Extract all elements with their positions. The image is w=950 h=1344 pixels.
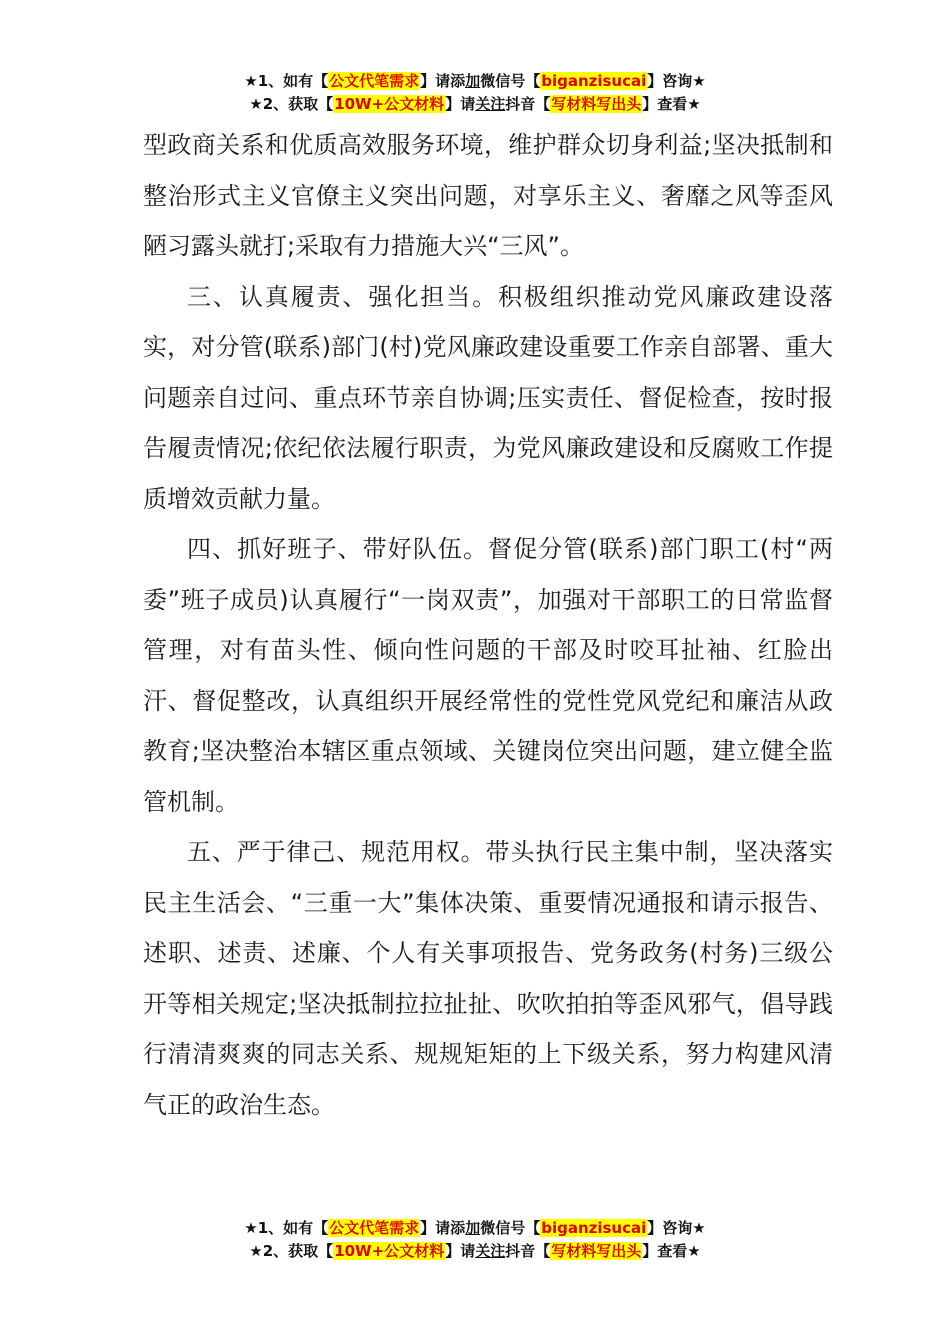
banner-text: 】查看★ xyxy=(642,95,701,113)
banner-text: 】查看★ xyxy=(642,1242,701,1260)
footer-banner xyxy=(0,1217,950,1263)
paragraph-section-5: 五、严于律己、规范用权。带头执行民主集中制，坚决落实民主生活会、“三重一大”集体决策、重要情况通报和请示报告、述职、述责、述廉、个人有关事项报告、党务政务(村务)三级公开等相关规定;坚决抵制拉拉扯扯、吹吹拍拍等歪风邪气，倡导践行清清爽爽的同志关系、规规矩矩的上下级关系，努力构建风清气正的政治生态。 xyxy=(143,838,833,1119)
banner-text: 抖音【 xyxy=(505,95,551,113)
banner-text: 】请添 xyxy=(420,72,466,90)
banner-text: 】咨询★ xyxy=(647,1219,706,1237)
highlight-douyin-account: 写材料写出头 xyxy=(551,95,642,113)
banner-text: 微信号【 xyxy=(480,72,541,90)
highlight-service: 公文代笔需求 xyxy=(329,72,420,90)
banner-text: 抖音【 xyxy=(505,1242,551,1260)
banner-underlined: 关注 xyxy=(475,95,506,113)
banner-text: ★2、获取【 xyxy=(249,1242,334,1260)
banner-text: ★1、如有【 xyxy=(244,72,329,90)
document-body xyxy=(143,120,833,1130)
highlight-service: 公文代笔需求 xyxy=(329,1219,420,1237)
highlight-wechat-id: biganzisucai xyxy=(541,1219,647,1237)
banner-line-1 xyxy=(0,1217,950,1240)
highlight-materials: 10W+公文材料 xyxy=(334,95,445,113)
highlight-wechat-id: biganzisucai xyxy=(541,72,647,90)
banner-underlined: 加 xyxy=(465,1219,481,1237)
banner-text: 】咨询★ xyxy=(647,72,706,90)
banner-text: 】请 xyxy=(445,95,476,113)
highlight-materials: 10W+公文材料 xyxy=(334,1242,445,1260)
paragraph-section-3: 三、认真履责、强化担当。积极组织推动党风廉政建设落实，对分管(联系)部门(村)党风廉政建设重要工作亲自部署、重大问题亲自过问、重点环节亲自协调;压实责任、督促检查，按时报告履责情况;依纪依法履行职责，为党风廉政建设和反腐败工作提质增效贡献力量。 xyxy=(143,282,833,513)
highlight-douyin-account: 写材料写出头 xyxy=(551,1242,642,1260)
banner-line-2 xyxy=(0,1240,950,1263)
banner-underlined: 关注 xyxy=(475,1242,506,1260)
paragraph-section-4: 四、抓好班子、带好队伍。督促分管(联系)部门职工(村“两委”班子成员)认真履行“一岗双责”，加强对干部职工的日常监督管理，对有苗头性、倾向性问题的干部及时咬耳扯袖、红脸出汗、督促整改，认真组织开展经常性的党性党风党纪和廉洁从政教育;坚决整治本辖区重点领域、关键岗位突出问题，建立健全监管机制。 xyxy=(143,535,833,816)
banner-line-1 xyxy=(0,70,950,93)
paragraph-continuation: 型政商关系和优质高效服务环境，维护群众切身利益;坚决抵制和整治形式主义官僚主义突出问题，对享乐主义、奢靡之风等歪风陋习露头就打;采取有力措施大兴“三风”。 xyxy=(143,131,833,260)
banner-line-2 xyxy=(0,93,950,116)
banner-text: 微信号【 xyxy=(480,1219,541,1237)
banner-text: ★1、如有【 xyxy=(244,1219,329,1237)
banner-text: ★2、获取【 xyxy=(249,95,334,113)
banner-underlined: 加 xyxy=(465,72,481,90)
banner-text: 】请 xyxy=(445,1242,476,1260)
header-banner xyxy=(0,70,950,116)
banner-text: 】请添 xyxy=(420,1219,466,1237)
